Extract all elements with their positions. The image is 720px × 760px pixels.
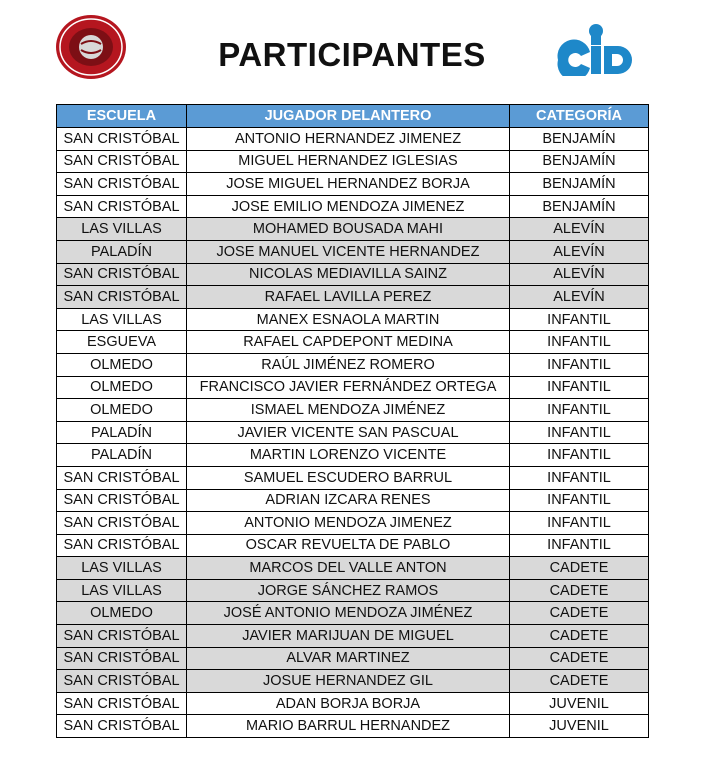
- cell-categoria: CADETE: [510, 670, 649, 693]
- cell-jugador: ADAN BORJA BORJA: [187, 692, 510, 715]
- cell-escuela: SAN CRISTÓBAL: [57, 173, 187, 196]
- cell-jugador: JORGE SÁNCHEZ RAMOS: [187, 579, 510, 602]
- cell-categoria: ALEVÍN: [510, 218, 649, 241]
- cell-jugador: ANTONIO HERNANDEZ JIMENEZ: [187, 128, 510, 151]
- cell-categoria: INFANTIL: [510, 489, 649, 512]
- cell-categoria: INFANTIL: [510, 331, 649, 354]
- cell-categoria: INFANTIL: [510, 308, 649, 331]
- cell-categoria: CADETE: [510, 579, 649, 602]
- table-row: [57, 647, 649, 670]
- cell-jugador: OSCAR REVUELTA DE PABLO: [187, 534, 510, 557]
- page-title: PARTICIPANTES: [218, 36, 486, 73]
- cell-escuela: SAN CRISTÓBAL: [57, 466, 187, 489]
- cell-categoria: ALEVÍN: [510, 240, 649, 263]
- table-row: [57, 602, 649, 625]
- cell-jugador: MARTIN LORENZO VICENTE: [187, 444, 510, 467]
- table-row: [57, 444, 649, 467]
- table-header-row: [57, 105, 649, 128]
- cell-escuela: SAN CRISTÓBAL: [57, 692, 187, 715]
- table-row: [57, 512, 649, 535]
- cell-jugador: JOSÉ ANTONIO MENDOZA JIMÉNEZ: [187, 602, 510, 625]
- cell-escuela: LAS VILLAS: [57, 218, 187, 241]
- table-row: [57, 240, 649, 263]
- table-row: [57, 173, 649, 196]
- cell-categoria: INFANTIL: [510, 376, 649, 399]
- cell-escuela: LAS VILLAS: [57, 308, 187, 331]
- cell-escuela: SAN CRISTÓBAL: [57, 489, 187, 512]
- cell-escuela: LAS VILLAS: [57, 557, 187, 580]
- table-row: [57, 466, 649, 489]
- table-row: [57, 331, 649, 354]
- cell-escuela: SAN CRISTÓBAL: [57, 670, 187, 693]
- cell-categoria: CADETE: [510, 557, 649, 580]
- table-row: [57, 692, 649, 715]
- cell-jugador: RAÚL JIMÉNEZ ROMERO: [187, 353, 510, 376]
- cell-escuela: PALADÍN: [57, 444, 187, 467]
- cell-jugador: JOSE MIGUEL HERNANDEZ BORJA: [187, 173, 510, 196]
- cell-jugador: ANTONIO MENDOZA JIMENEZ: [187, 512, 510, 535]
- cell-categoria: JUVENIL: [510, 715, 649, 738]
- table-row: [57, 625, 649, 648]
- cid-logo-icon: [556, 22, 636, 76]
- cell-categoria: INFANTIL: [510, 399, 649, 422]
- cell-categoria: INFANTIL: [510, 534, 649, 557]
- cell-escuela: SAN CRISTÓBAL: [57, 263, 187, 286]
- cell-escuela: SAN CRISTÓBAL: [57, 647, 187, 670]
- cell-escuela: ESGUEVA: [57, 331, 187, 354]
- cell-jugador: ISMAEL MENDOZA JIMÉNEZ: [187, 399, 510, 422]
- cell-jugador: FRANCISCO JAVIER FERNÁNDEZ ORTEGA: [187, 376, 510, 399]
- cell-categoria: BENJAMÍN: [510, 128, 649, 151]
- cell-categoria: INFANTIL: [510, 466, 649, 489]
- cell-escuela: PALADÍN: [57, 240, 187, 263]
- cell-escuela: SAN CRISTÓBAL: [57, 715, 187, 738]
- cell-jugador: JOSE MANUEL VICENTE HERNANDEZ: [187, 240, 510, 263]
- cell-categoria: ALEVÍN: [510, 286, 649, 309]
- cell-escuela: LAS VILLAS: [57, 579, 187, 602]
- cell-escuela: OLMEDO: [57, 399, 187, 422]
- cell-jugador: SAMUEL ESCUDERO BARRUL: [187, 466, 510, 489]
- cell-escuela: SAN CRISTÓBAL: [57, 286, 187, 309]
- table-row: [57, 353, 649, 376]
- cell-jugador: RAFAEL LAVILLA PEREZ: [187, 286, 510, 309]
- cell-escuela: OLMEDO: [57, 353, 187, 376]
- cell-escuela: SAN CRISTÓBAL: [57, 512, 187, 535]
- table-row: [57, 150, 649, 173]
- cell-categoria: BENJAMÍN: [510, 195, 649, 218]
- cell-categoria: ALEVÍN: [510, 263, 649, 286]
- cell-categoria: CADETE: [510, 625, 649, 648]
- table-row: [57, 579, 649, 602]
- table-row: [57, 218, 649, 241]
- table-row: [57, 263, 649, 286]
- table-row: [57, 715, 649, 738]
- table-row: [57, 308, 649, 331]
- cell-jugador: MARCOS DEL VALLE ANTON: [187, 557, 510, 580]
- cell-categoria: BENJAMÍN: [510, 173, 649, 196]
- table-row: [57, 670, 649, 693]
- cell-categoria: BENJAMÍN: [510, 150, 649, 173]
- participants-table: [56, 104, 649, 738]
- cell-jugador: JAVIER MARIJUAN DE MIGUEL: [187, 625, 510, 648]
- cell-categoria: JUVENIL: [510, 692, 649, 715]
- table-row: [57, 421, 649, 444]
- cell-escuela: SAN CRISTÓBAL: [57, 128, 187, 151]
- cell-categoria: CADETE: [510, 602, 649, 625]
- cell-categoria: INFANTIL: [510, 444, 649, 467]
- cell-escuela: OLMEDO: [57, 602, 187, 625]
- cell-escuela: SAN CRISTÓBAL: [57, 195, 187, 218]
- column-header-categoria: CATEGORÍA: [510, 105, 649, 128]
- cell-escuela: SAN CRISTÓBAL: [57, 150, 187, 173]
- cell-jugador: ALVAR MARTINEZ: [187, 647, 510, 670]
- cell-escuela: OLMEDO: [57, 376, 187, 399]
- table-row: [57, 128, 649, 151]
- table-row: [57, 534, 649, 557]
- table-row: [57, 557, 649, 580]
- cell-escuela: PALADÍN: [57, 421, 187, 444]
- cell-jugador: MOHAMED BOUSADA MAHI: [187, 218, 510, 241]
- cell-categoria: INFANTIL: [510, 421, 649, 444]
- table-row: [57, 195, 649, 218]
- table-row: [57, 399, 649, 422]
- cell-jugador: ADRIAN IZCARA RENES: [187, 489, 510, 512]
- cell-jugador: MANEX ESNAOLA MARTIN: [187, 308, 510, 331]
- table-row: [57, 489, 649, 512]
- table-row: [57, 376, 649, 399]
- cell-escuela: SAN CRISTÓBAL: [57, 534, 187, 557]
- cell-jugador: RAFAEL CAPDEPONT MEDINA: [187, 331, 510, 354]
- cell-jugador: NICOLAS MEDIAVILLA SAINZ: [187, 263, 510, 286]
- column-header-jugador: JUGADOR DELANTERO: [187, 105, 510, 128]
- cell-categoria: CADETE: [510, 647, 649, 670]
- cell-jugador: MARIO BARRUL HERNANDEZ: [187, 715, 510, 738]
- cell-jugador: JOSUE HERNANDEZ GIL: [187, 670, 510, 693]
- cell-jugador: JAVIER VICENTE SAN PASCUAL: [187, 421, 510, 444]
- cell-jugador: JOSE EMILIO MENDOZA JIMENEZ: [187, 195, 510, 218]
- column-header-escuela: ESCUELA: [57, 105, 187, 128]
- cell-categoria: INFANTIL: [510, 512, 649, 535]
- table-row: [57, 286, 649, 309]
- cell-categoria: INFANTIL: [510, 353, 649, 376]
- cell-escuela: SAN CRISTÓBAL: [57, 625, 187, 648]
- cell-jugador: MIGUEL HERNANDEZ IGLESIAS: [187, 150, 510, 173]
